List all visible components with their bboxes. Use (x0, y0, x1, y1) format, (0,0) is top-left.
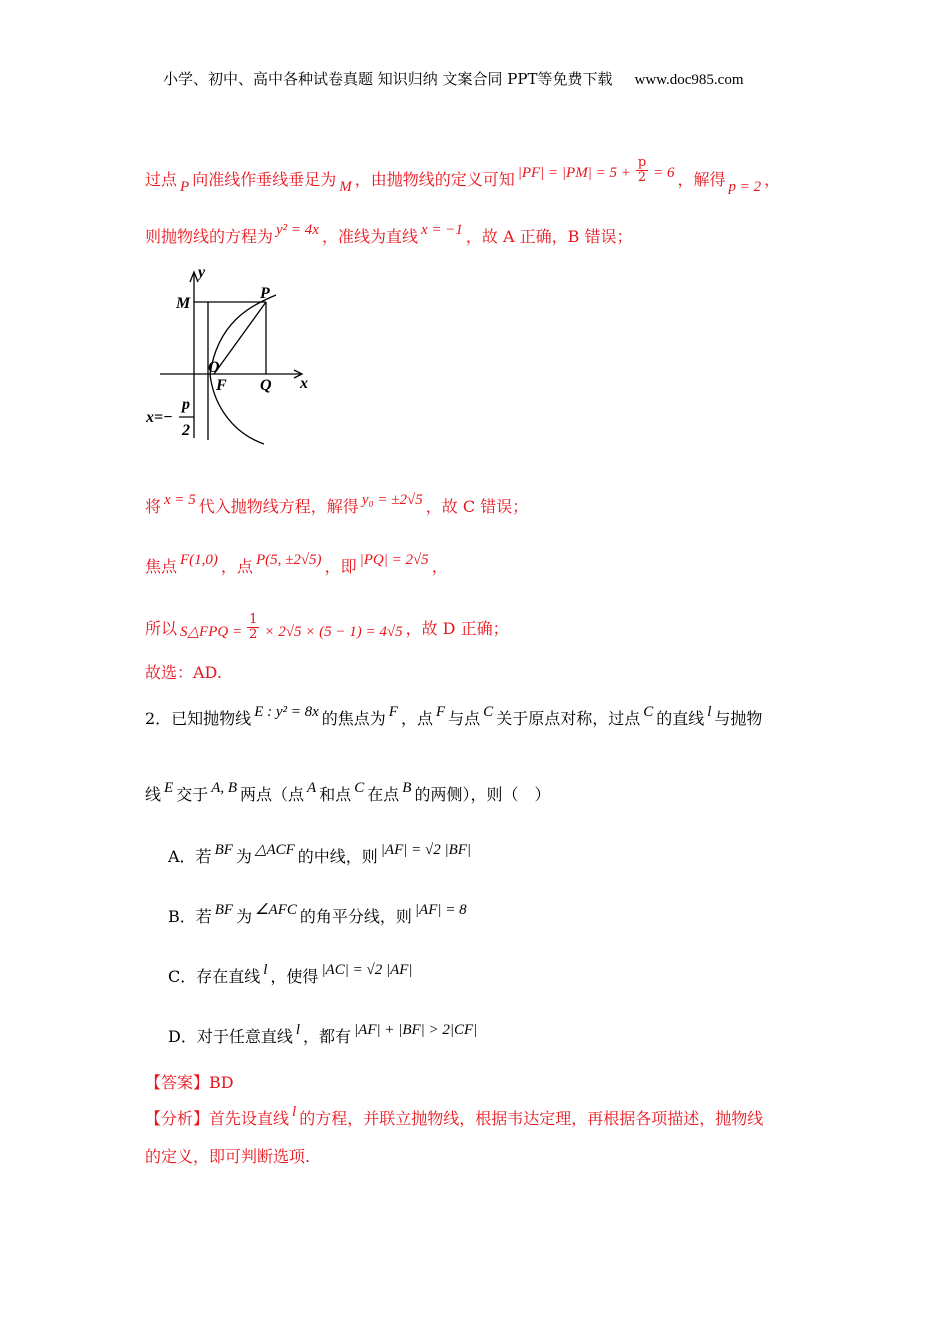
label-p: p (182, 396, 190, 413)
question-2-line-2: 线 E 交于 A, B 两点（点 A 和点 C 在点 B 的两侧），则（ ） (145, 780, 551, 804)
label-2: 2 (182, 422, 190, 439)
label-directrix: x=− (146, 409, 173, 426)
label-y: y (198, 264, 206, 281)
label-F: F (216, 377, 227, 394)
solution-line-4: 焦点 F(1,0) ，点 P(5, ±2√5) ，即 |PQ| = 2√5 ， (145, 552, 448, 576)
option-A: A．若 BF 为 △ACF 的中线，则 |AF| = √2 |BF| (168, 842, 472, 866)
label-M: M (176, 295, 191, 312)
header-title: 小学、初中、高中各种试卷真题 知识归纳 文案合同 PPT等免费下载 (163, 70, 613, 88)
label-x: x (300, 375, 308, 392)
question-2-line-1: 2．已知抛物线 E : y² = 8x 的焦点为 F ，点 F 与点 C 关于原点对称，过点 C 的直线 l 与抛物 (145, 704, 763, 728)
answer-tag: 【答案】 (145, 1073, 210, 1092)
solution-line-1: 过点 P 向准线作垂线垂足为 M ，由抛物线的定义可知 |PF| = |PM| = 5 + $\frac{p}{2}$ = 6 ，解得 p = 2 ， (145, 155, 781, 195)
page-header (163, 68, 744, 91)
answer-value: BD (209, 1073, 234, 1092)
parabola-figure (140, 262, 320, 452)
option-B: B．若 BF 为 ∠AFC 的角平分线，则 |AF| = 8 (168, 902, 467, 926)
solution-line-3: 将 x = 5 代入抛物线方程，解得 y₀ = ±2√5 ，故 C 错误； (145, 492, 529, 516)
solution-line-2: 则抛物线的方程为 y² = 4x ，准线为直线 x = −1 ，故 A 正确，B 错误； (145, 222, 633, 246)
option-D: D．对于任意直线 l ，都有 |AF| + |BF| > 2|CF| (168, 1022, 478, 1046)
analysis-line-1: 【分析】首先设直线 l 的方程，并联立抛物线，根据韦达定理，再根据各项描述，抛物线 (145, 1104, 764, 1128)
answer-line (145, 1072, 234, 1094)
label-P: P (260, 285, 270, 302)
analysis-line-2: 的定义，即可判断选项. (145, 1147, 311, 1166)
solution-line-5: 所以 S△FPQ = $\frac{1}{2}$ × 2√5 × (5 − 1) = 4√5 ，故 D 正确； (145, 612, 509, 642)
label-Q: Q (260, 377, 272, 394)
label-O: O (208, 359, 220, 376)
header-site: www.doc985.com (634, 72, 744, 88)
option-C: C．存在直线 l ，使得 |AC| = √2 |AF| (168, 962, 413, 986)
analysis-tag: 【分析】 (145, 1109, 210, 1128)
solution-conclusion: 故选：AD. (145, 663, 222, 682)
